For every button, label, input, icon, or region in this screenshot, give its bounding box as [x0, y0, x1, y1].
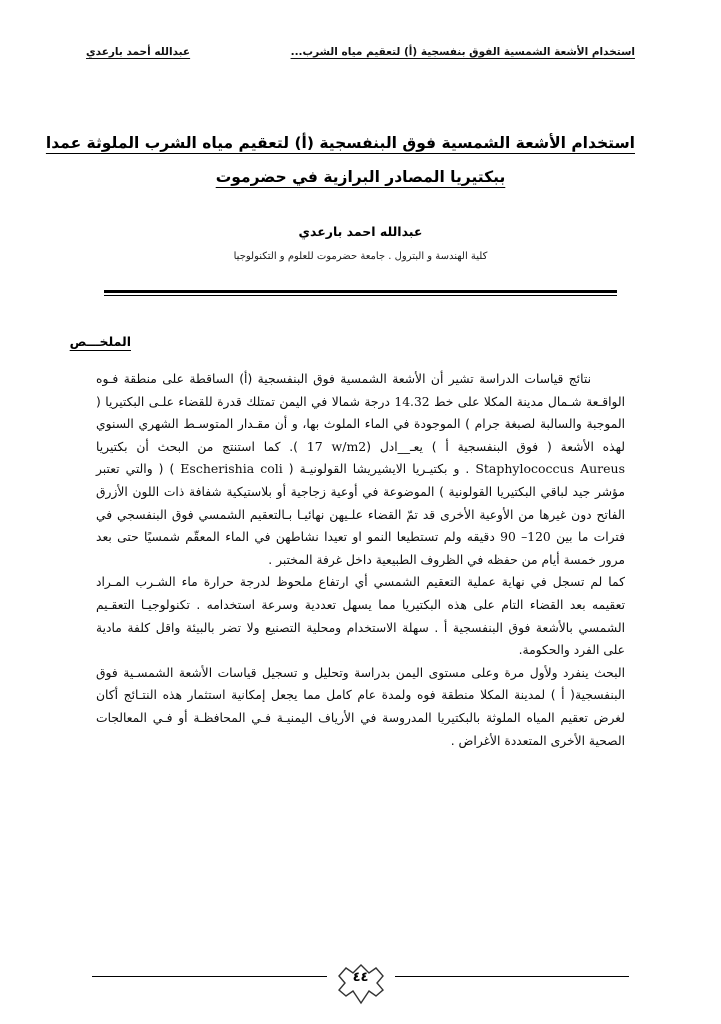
- section-divider: [104, 290, 617, 296]
- footer-rule-left: [92, 976, 327, 977]
- title-line-1: استخدام الأشعة الشمسية فوق البنفسجية (أ) لتعقيم مياه الشرب الملوثة عمدا: [45, 134, 635, 152]
- author-affiliation: كلية الهندسة و البترول . جامعة حضرموت للعلوم و التكنولوجيا: [233, 251, 488, 262]
- page-footer: [92, 962, 629, 1008]
- title-line-2: ببكتيريا المصادر البرازية في حضرموت: [215, 168, 506, 186]
- page-number-badge: [333, 962, 389, 1006]
- abstract-p1-segment-1: نتائج قياسات الدراسة تشير أن الأشعة الشمسية فوق البنفسجية (أ) الساقطة على منطقة فـوه الواقـعة شـمال مدينة المكلا على خط: [96, 372, 626, 409]
- author-block: [86, 222, 635, 267]
- abstract-paragraph-3: البحث ينفرد ولأول مرة وعلى مستوى اليمن بدراسة وتحليل و تسجيل قياسات الأشعة الشمسـية فوق البنفسجية( أ ) لمدينة المكلا منطقة فوه ولمدة عام كامل مما يجعل إمكانية استثمار هذه النتـائج أكان لغرض تعقيم المياه الملوثة بالبكتيريا المدروسة في الأرياف اليمنيـة فـي المحافظـة أو فـي المعالجات الصحية الأخرى المتعددة الأغراض .: [96, 665, 625, 748]
- author-name: عبدالله احمد بارعدي: [298, 224, 423, 239]
- abstract-p1-segment-5: ) ( والتي تعتبر مؤشر جيد لباقي البكتيريا القولونية ) الموضوعة في أوعية زجاجية أو بلاستيكية شفافة ذات اللون الأزرق الفاتح دون غيرها من الأوعية الأخرى قد تمّ القضاء علـيهن نهائيـا بـالتعقيم الشمسي فوق البنفسجي في فترات ما بين: [96, 462, 625, 545]
- abstract-paragraph-2: كما لم تسجل في نهاية عملية التعقيم الشمسي أي ارتفاع ملحوظ لدرجة حرارة ماء الشـرب المـراد تعقيمه بعد القضاء التام على هذه البكتيريا مما يسهل تعددية وسرعة استخدامه . تكنولوجيـا التعقـيم الشمسي بالأشعة فوق البنفسجية أ . سهلة الاستخدام ومحلية التصنيع ولا تضر بالبيئة واقل كلفة مادية على الفرد والحكومة.: [96, 575, 625, 658]
- footer-rule-right: [395, 976, 630, 977]
- duration-value: 90 –120: [500, 530, 551, 545]
- abstract-p1-segment-4: . و بكتيـريا الايشيريشا القولونيـة (: [282, 462, 476, 477]
- running-header-author: عبدالله أحمد بارعدي: [86, 46, 191, 58]
- bacteria-name-1: Staphylococcus Aureus: [475, 461, 625, 477]
- page-number: ٤٤: [352, 969, 369, 985]
- page-title: [45, 126, 635, 194]
- abstract-paragraph-1: [96, 368, 625, 571]
- running-header: [86, 46, 635, 68]
- abstract-body: [96, 368, 625, 752]
- irradiance-value: 17 w/m2: [306, 438, 367, 454]
- abstract-heading: الملخـــص: [69, 334, 131, 349]
- abstract-p1-segment-3: ). كما استنتج من البحث أن بكتيريا: [96, 439, 307, 454]
- bacteria-name-2: Escherishia coli: [180, 461, 283, 477]
- latitude-value: 14.32: [394, 394, 430, 409]
- abstract-p1-segment-2: درجة شمالا في اليمن تمتلك قدرة للقضاء علـى البكتيريا ( الموجبة والسالبة لصبغة جرام ) الموجودة في الماء الملوث بها، و أن مقـدار المتوسـط الشهري السنوي لهذه الأشعة ( فوق البنفسجية أ ) يعـ__ادل (: [96, 394, 625, 454]
- abstract-p1-segment-6: دقيقه ولم تستطيعا النمو او تعيدا نشاطهن في الماء المعقّم شمسيًا حتى بعد مرور خمسة أيام من حفظه في الظروف الطبيعية داخل غرفة المختبر .: [96, 530, 625, 567]
- running-header-title: استخدام الأشعة الشمسية الفوق بنفسجية (أ) لتعقيم مياه الشرب...: [290, 46, 635, 58]
